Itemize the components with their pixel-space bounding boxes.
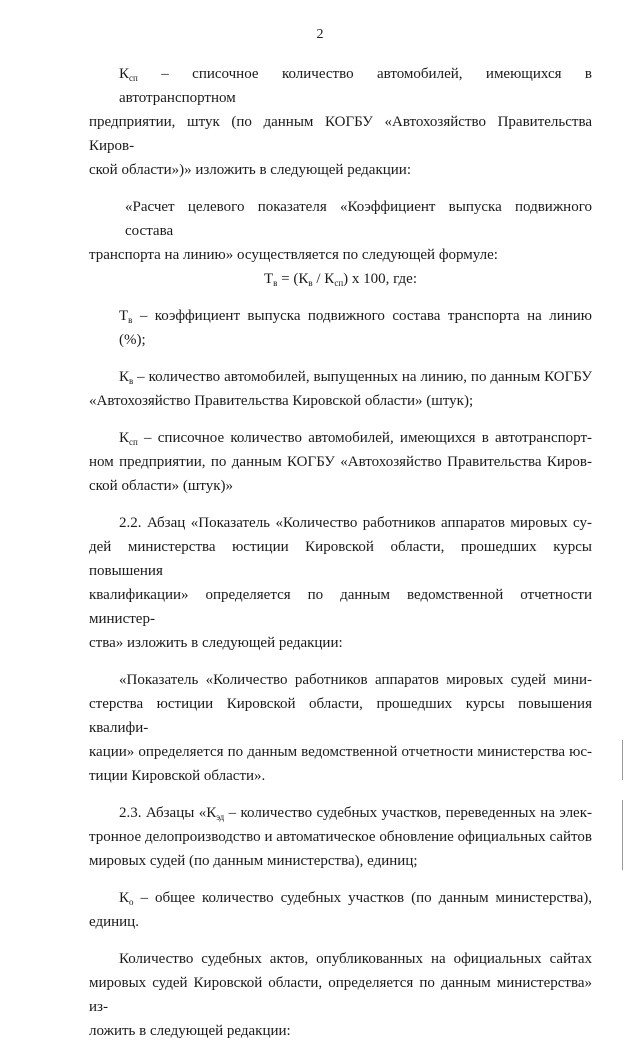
- text-line: мировых судей (по данным министерства), единиц;: [89, 853, 418, 869]
- paragraph-formula-intro: [89, 195, 592, 291]
- text-line: стерства юстиции Кировской области, прошедших курсы повышения квалифи-: [89, 696, 592, 736]
- text-line: единиц.: [89, 914, 139, 930]
- text-line: «Расчет целевого показателя «Коэффициент выпуска подвижного состава: [125, 199, 592, 239]
- text-line: ской области» (штук)»: [89, 478, 234, 494]
- page-number: 2: [316, 27, 324, 42]
- paragraph-tv-definition: [89, 304, 592, 352]
- text-line: $К_о$ – общее количество судебных участков (по данным министерства),: [119, 890, 592, 907]
- paragraph-ko-definition: [89, 886, 592, 934]
- text-line: Количество судебных актов, опубликованных на официальных сайтах: [119, 951, 592, 967]
- text-line: $Т_в$ – коэффициент выпуска подвижного состава транспорта на линию (%);: [119, 308, 592, 348]
- formula: $Т_в = (К_в / К_{сп})$ х 100, где:: [264, 271, 417, 288]
- text-line: транспорта на линию» осуществляется по следующей формуле:: [89, 247, 498, 263]
- text-line: ства» изложить в следующей редакции:: [89, 635, 343, 651]
- paragraph-court-acts: [89, 947, 592, 1043]
- text-line: тронное делопроизводство и автоматическое обновление официальных сайтов: [89, 829, 592, 845]
- text-line: 2.2. Абзац «Показатель «Количество работников аппаратов мировых су-: [119, 515, 592, 531]
- text-line: кации» определяется по данным ведомственной отчетности министерства юс-: [89, 744, 592, 760]
- text-line: дей министерства юстиции Кировской области, прошедших курсы повышения: [89, 539, 592, 579]
- text-line: квалификации» определяется по данным ведомственной отчетности министер-: [89, 587, 592, 627]
- scan-edge-mark: [622, 800, 623, 870]
- scan-edge-mark: [622, 740, 623, 780]
- paragraph-2-3: [89, 801, 592, 873]
- document-body: [89, 62, 592, 1056]
- text-line: «Показатель «Количество работников аппаратов мировых судей мини-: [119, 672, 592, 688]
- text-line: $К_в$ – количество автомобилей, выпущенных на линию, по данным КОГБУ: [119, 369, 592, 386]
- paragraph-2-2-new-text: [89, 668, 592, 788]
- text-line: $К_{сп}$ – списочное количество автомобилей, имеющихся в автотранспорт-: [119, 430, 592, 447]
- text-line: ской области»)» изложить в следующей редакции:: [89, 162, 411, 178]
- text-line: тиции Кировской области».: [89, 768, 266, 784]
- paragraph-kv-definition: [89, 365, 592, 413]
- text-line: ном предприятии, по данным КОГБУ «Автохозяйство Правительства Киров-: [89, 454, 592, 470]
- paragraph-ksp-definition: [89, 62, 592, 182]
- text-line: ложить в следующей редакции:: [89, 1023, 291, 1039]
- text-line: мировых судей Кировской области, определяется по данным министерства» из-: [89, 975, 592, 1015]
- paragraph-ksp-definition-new: [89, 426, 592, 498]
- text-line: $К_{сп}$ – списочное количество автомобилей, имеющихся в автотранспортном: [119, 66, 592, 106]
- paragraph-2-2: [89, 511, 592, 655]
- text-line: 2.3. Абзацы «$К_{эд}$ – количество судебных участков, переведенных на элек-: [119, 805, 592, 822]
- text-line: предприятии, штук (по данным КОГБУ «Автохозяйство Правительства Киров-: [89, 114, 592, 154]
- text-line: «Автохозяйство Правительства Кировской области» (штук);: [89, 393, 474, 409]
